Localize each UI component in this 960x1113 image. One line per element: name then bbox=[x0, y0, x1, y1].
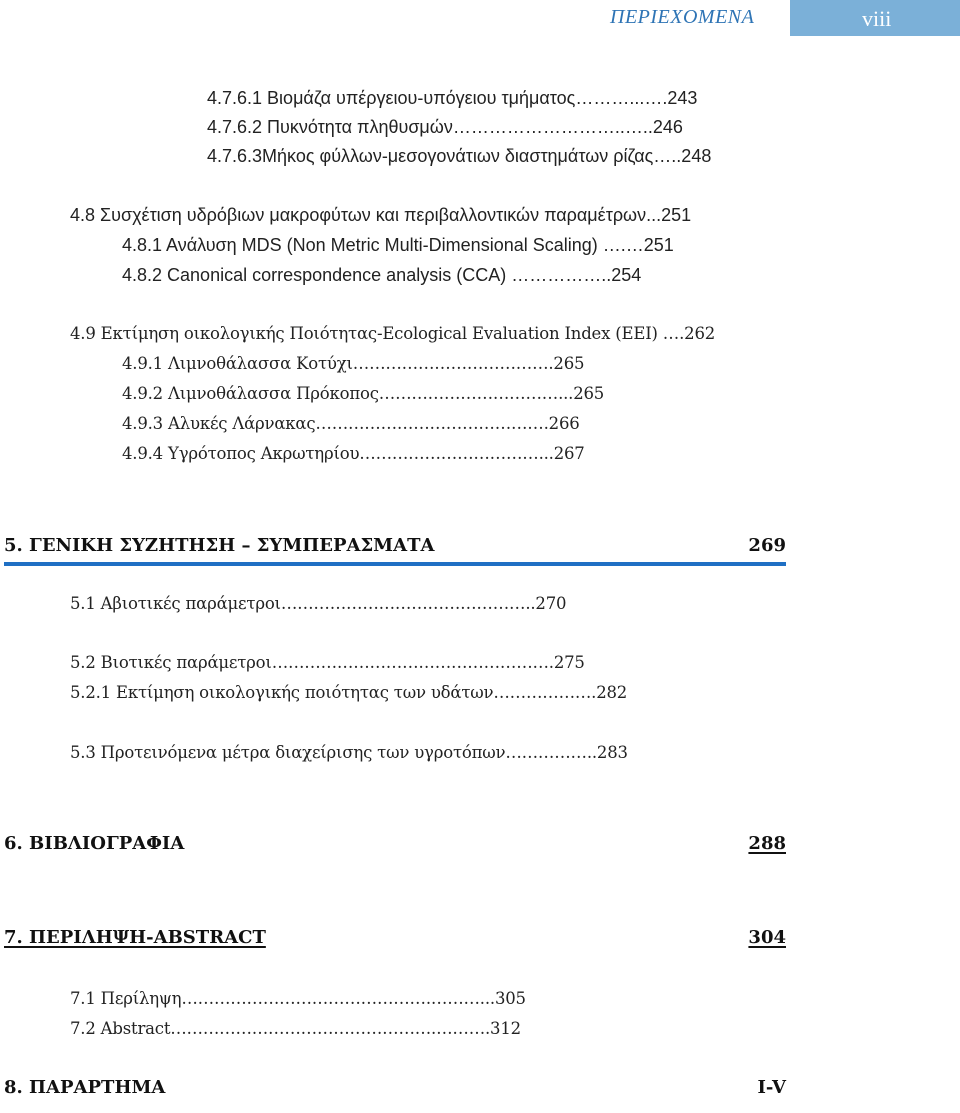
running-header-title: ΠΕΡΙΕΧΟΜΕΝΑ bbox=[610, 6, 755, 28]
chapter-title: 6. ΒΙΒΛΙΟΓΡΑΦΙΑ bbox=[4, 833, 185, 854]
toc-entry[interactable]: 4.9.3 Αλυκές Λάρνακας…………………………………….266 bbox=[122, 414, 580, 433]
toc-entry[interactable]: 4.7.6.1 Βιομάζα υπέργειου-υπόγειου τμήματος………...….243 bbox=[207, 88, 698, 108]
chapter-title: 5. ΓΕΝΙΚΗ ΣΥΖΗΤΗΣΗ – ΣΥΜΠΕΡΑΣΜΑΤΑ bbox=[4, 535, 435, 556]
toc-entry[interactable]: 4.8.1 Ανάλυση MDS (Non Metric Multi-Dimensional Scaling) ….…251 bbox=[122, 235, 674, 255]
toc-entry[interactable]: 4.8 Συσχέτιση υδρόβιων μακροφύτων και περιβαλλοντικών παραμέτρων...251 bbox=[70, 205, 692, 225]
toc-entry[interactable]: 5.1 Αβιοτικές παράμετροι………………………………………..270 bbox=[70, 594, 567, 613]
toc-entry[interactable]: 4.9.1 Λιμνοθάλασσα Κοτύχι……………………………….265 bbox=[122, 354, 585, 373]
toc-entry[interactable]: 7.1 Περίληψη……………………………………….………...305 bbox=[70, 989, 526, 1008]
chapter-title: 8. ΠΑΡΑΡΤΗΜΑ bbox=[4, 1077, 166, 1098]
chapter-page: 304 bbox=[748, 927, 786, 948]
chapter-page: 269 bbox=[748, 535, 786, 556]
toc-chapter-heading[interactable] bbox=[4, 833, 786, 854]
toc-entry[interactable]: 4.7.6.2 Πυκνότητα πληθυσμών………………………..…..246 bbox=[207, 117, 683, 137]
toc-entry[interactable]: 4.8.2 Canonical correspondence analysis (CCA) ……………..254 bbox=[122, 265, 642, 285]
toc-entry[interactable]: 5.3 Προτεινόμενα μέτρα διαχείρισης των υγροτόπων……………..283 bbox=[70, 743, 628, 762]
toc-entry[interactable]: 5.2 Βιοτικές παράμετροι…………………………………………….275 bbox=[70, 653, 585, 672]
toc-chapter-heading[interactable] bbox=[4, 535, 786, 556]
toc-entry[interactable]: 4.9 Εκτίμηση οικολογικής Ποιότητας-Ecological Evaluation Index (EEI) ….262 bbox=[70, 324, 716, 343]
toc-chapter-heading[interactable] bbox=[4, 1077, 786, 1098]
chapter-divider-rule bbox=[4, 562, 786, 566]
toc-entry[interactable]: 4.9.4 Υγρότοπος Ακρωτηρίου……………………………...267 bbox=[122, 444, 585, 463]
page-number: viii bbox=[862, 6, 892, 31]
chapter-page: I-V bbox=[757, 1077, 786, 1098]
toc-entry[interactable]: 5.2.1 Εκτίμηση οικολογικής ποιότητας των υδάτων……………….282 bbox=[70, 683, 628, 702]
toc-entry[interactable]: 4.9.2 Λιμνοθάλασσα Πρόκοπος……………………………...265 bbox=[122, 384, 605, 403]
toc-entry[interactable]: 7.2 Abstract………………………………………….……….312 bbox=[70, 1019, 521, 1038]
chapter-page: 288 bbox=[748, 833, 786, 854]
toc-entry[interactable]: 4.7.6.3Μήκος φύλλων-μεσογονάτιων διαστημάτων ρίζας…..248 bbox=[207, 146, 712, 166]
toc-chapter-heading[interactable] bbox=[4, 927, 786, 948]
chapter-title: 7. ΠΕΡΙΛΗΨΗ-ABSTRACT bbox=[4, 927, 266, 948]
